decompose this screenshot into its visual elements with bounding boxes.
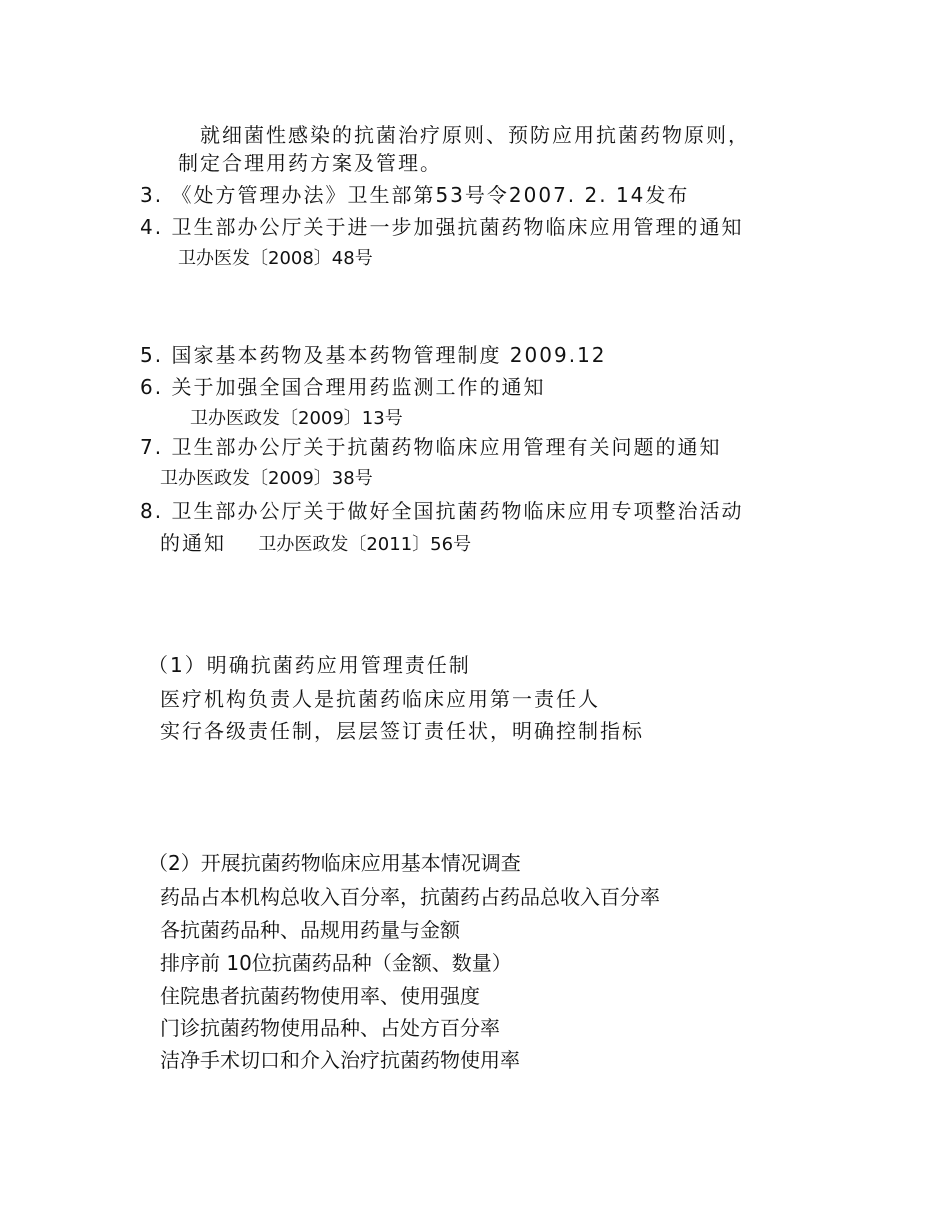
reg-item-8 xyxy=(140,498,743,524)
reg-number: 5. xyxy=(140,343,164,367)
reg-doc-number: 卫办医发〔2008〕48号 xyxy=(178,248,373,269)
reg-number: 7. xyxy=(140,435,164,459)
reg-title: 关于加强全国合理用药监测工作的通知 xyxy=(171,375,546,399)
reg-item-7 xyxy=(140,434,721,460)
reg-number: 3. xyxy=(140,183,164,207)
reg-number: 6. xyxy=(140,375,164,399)
reg-doc-number: 卫办医政发〔2009〕13号 xyxy=(190,408,403,429)
section-1-heading: （1）明确抗菌药应用管理责任制 xyxy=(148,653,471,677)
reg-title-continued: 的通知 xyxy=(160,531,226,555)
section-2-item: 药品占本机构总收入百分率，抗菌药占药品总收入百分率 xyxy=(160,885,660,909)
reg-title: 卫生部办公厅关于做好全国抗菌药物临床应用专项整治活动 xyxy=(171,499,744,523)
reg-item-8-continued xyxy=(160,530,471,558)
reg-number: 8. xyxy=(140,499,164,523)
reg-item-4 xyxy=(140,214,743,240)
reg-item-5 xyxy=(140,342,607,368)
reg-title: 卫生部办公厅关于抗菌药物临床应用管理有关问题的通知 xyxy=(171,435,722,459)
section-1-item: 医疗机构负责人是抗菌药临床应用第一责任人 xyxy=(160,687,600,711)
section-2-item: 门诊抗菌药物使用品种、占处方百分率 xyxy=(160,1016,500,1040)
reg-title: 《处方管理办法》卫生部第53号令2007. 2. 14发布 xyxy=(171,183,690,207)
reg-number: 4. xyxy=(140,215,164,239)
reg-doc-number: 卫办医政发〔2011〕56号 xyxy=(258,534,472,555)
reg-title: 卫生部办公厅关于进一步加强抗菌药物临床应用管理的通知 xyxy=(171,215,744,239)
section-2-heading: （2）开展抗菌药物临床应用基本情况调查 xyxy=(148,851,521,875)
section-2-item: 各抗菌药品种、品规用药量与金额 xyxy=(160,918,460,942)
section-1-item: 实行各级责任制，层层签订责任状，明确控制指标 xyxy=(160,719,644,743)
reg-title: 国家基本药物及基本药物管理制度 2009.12 xyxy=(171,343,607,367)
section-2-item: 洁净手术切口和介入治疗抗菌药物使用率 xyxy=(160,1048,520,1072)
section-2-item: 住院患者抗菌药物使用率、使用强度 xyxy=(160,984,480,1008)
reg-item-6 xyxy=(140,374,545,400)
reg-doc-number: 卫办医政发〔2009〕38号 xyxy=(160,468,373,489)
intro-line-2: 制定合理用药方案及管理。 xyxy=(178,151,442,175)
intro-line-1: 就细菌性感染的抗菌治疗原则、预防应用抗菌药物原则， xyxy=(200,123,750,147)
section-2-item: 排序前 10位抗菌药品种（金额、数量） xyxy=(160,951,512,975)
reg-item-3 xyxy=(140,182,689,208)
